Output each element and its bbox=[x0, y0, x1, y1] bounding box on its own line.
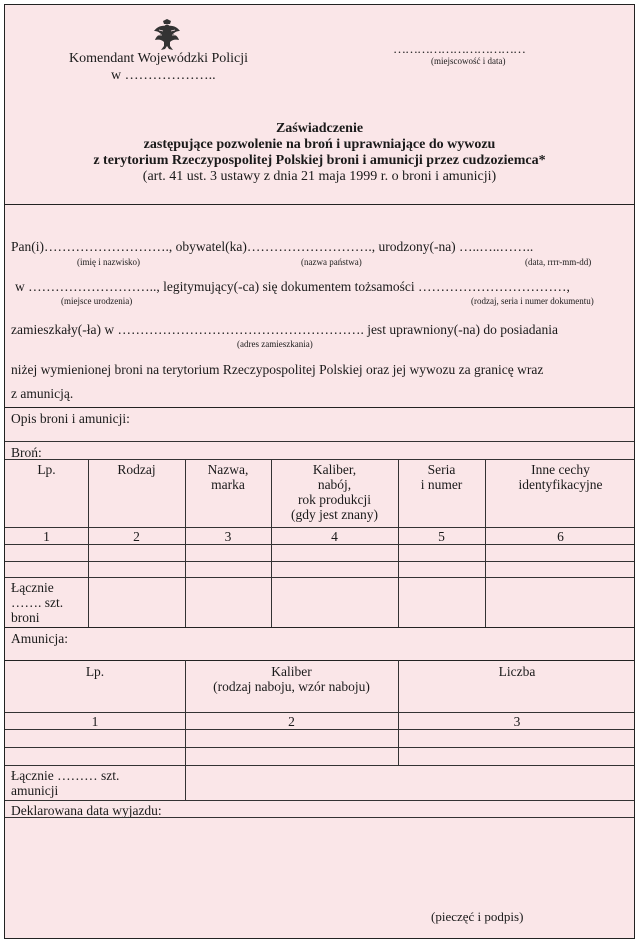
place-date-caption: (miejscowość i data) bbox=[431, 56, 506, 66]
ammo-header-caliber: Kaliber (rodzaj naboju, wzór naboju) bbox=[213, 664, 370, 694]
caption-document: (rodzaj, seria i numer dokumentu) bbox=[471, 296, 594, 306]
weapon-col-num-6: 6 bbox=[557, 529, 564, 544]
weapon-header-other: Inne cechy identyfikacyjne bbox=[518, 462, 603, 492]
ammo-total[interactable]: Łącznie ……… szt. amunicji bbox=[11, 768, 120, 798]
weapon-col-num-3: 3 bbox=[224, 529, 232, 544]
departure-date-field[interactable] bbox=[5, 818, 634, 938]
departure-date-label: Deklarowana data wyjazdu: bbox=[11, 803, 162, 818]
caption-birth-date: (data, rrrr-mm-dd) bbox=[525, 257, 592, 267]
ammo-col-num-1: 1 bbox=[91, 714, 99, 729]
weapon-header-make: Nazwa, marka bbox=[207, 462, 249, 492]
weapon-header-serial: Seria i numer bbox=[420, 462, 463, 492]
section-ammo: Amunicja: bbox=[11, 631, 68, 646]
personal-row-4: niżej wymienionej broni na terytorium Rzeczypospolitej Polskiej oraz jej wywozu za granicę wraz bbox=[11, 362, 544, 377]
weapon-header-caliber: Kaliber, nabój, rok produkcji (gdy jest znany) bbox=[291, 462, 378, 522]
weapon-col-num-5: 5 bbox=[438, 529, 445, 544]
personal-row-5: z amunicją. bbox=[11, 386, 74, 401]
stamp-signature-label: (pieczęć i podpis) bbox=[431, 909, 524, 924]
weapon-col-num-4: 4 bbox=[331, 529, 338, 544]
place-date-field[interactable]: …………………………… bbox=[393, 41, 525, 56]
authority-location: w ……………….. bbox=[111, 68, 216, 83]
title-line-3: z terytorium Rzeczypospolitej Polskiej broni i amunicji przez cudzoziemca* bbox=[93, 153, 546, 168]
authority-name: Komendant Wojewódzki Policji bbox=[69, 51, 249, 66]
caption-address: (adres zamieszkania) bbox=[237, 339, 313, 349]
certificate-form bbox=[4, 4, 635, 939]
weapon-header-type: Rodzaj bbox=[117, 462, 156, 477]
personal-row-2[interactable]: w ……………………….., legitymujący(-ca) się dokumentem tożsamości ……………………………, bbox=[15, 279, 570, 294]
weapon-col-num-1: 1 bbox=[43, 529, 50, 544]
ammo-header-lp: Lp. bbox=[85, 664, 105, 679]
title-legal-basis: (art. 41 ust. 3 ustawy z dnia 21 maja 1999 r. o broni i amunicji) bbox=[142, 169, 497, 184]
ammo-header-count: Liczba bbox=[498, 664, 536, 679]
personal-row-3[interactable]: zamieszkały(-ła) w ………………………………………………. jest uprawniony(-na) do posiadania bbox=[11, 322, 559, 337]
ammo-col-num-2: 2 bbox=[288, 714, 295, 729]
personal-row-1[interactable]: Pan(i)………………………., obywatel(ka)………………………., urodzony(-na) …..…..…….. bbox=[11, 239, 534, 254]
title-block bbox=[5, 121, 634, 185]
caption-country: (nazwa państwa) bbox=[301, 257, 362, 267]
ammo-col-num-3: 3 bbox=[513, 714, 521, 729]
eagle-emblem-icon bbox=[153, 19, 181, 51]
title-line-2: zastępujące pozwolenie na broń i uprawniające do wywozu bbox=[143, 137, 496, 152]
caption-birth-place: (miejsce urodzenia) bbox=[61, 296, 133, 306]
weapon-header-lp: Lp. bbox=[37, 462, 56, 477]
caption-name: (imię i nazwisko) bbox=[77, 257, 140, 267]
section-weapon: Broń: bbox=[11, 445, 42, 460]
title-main: Zaświadczenie bbox=[275, 121, 364, 136]
weapon-total[interactable]: Łącznie ……. szt. broni bbox=[11, 580, 64, 625]
weapon-col-num-2: 2 bbox=[133, 529, 140, 544]
section-description: Opis broni i amunicji: bbox=[11, 411, 130, 426]
